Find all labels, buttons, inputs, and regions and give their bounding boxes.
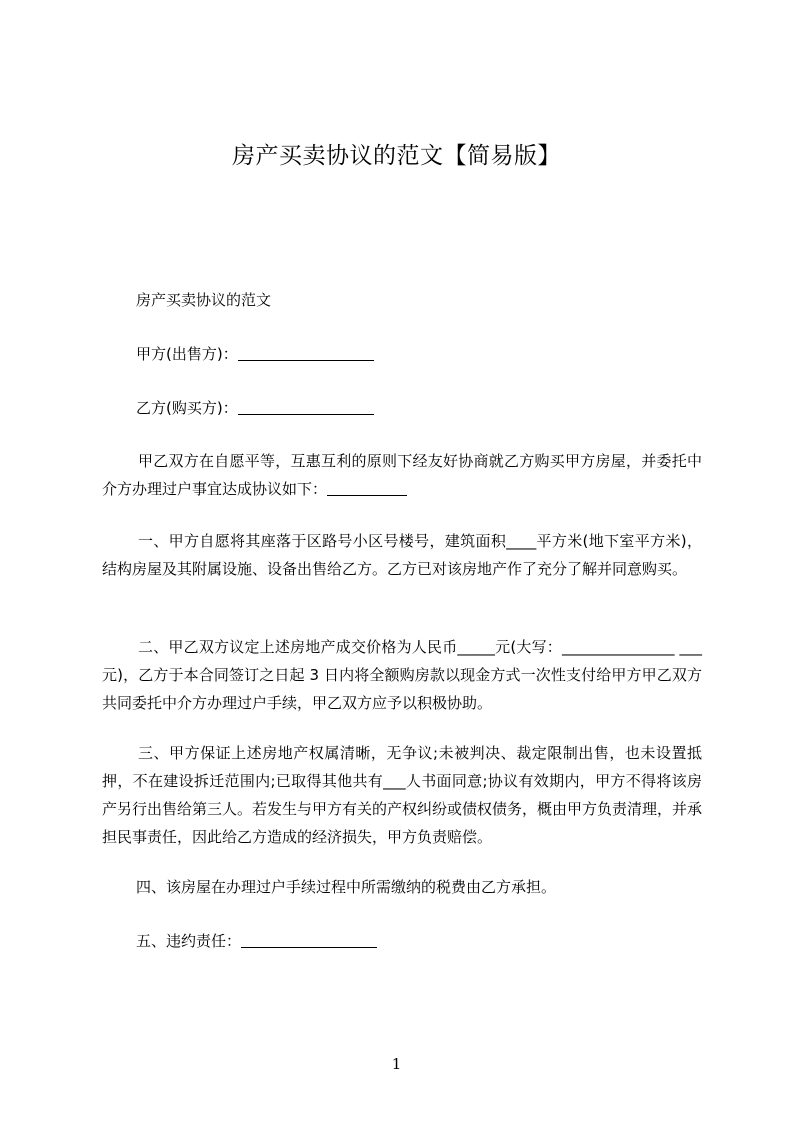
- document-title: 房产买卖协议的范文【简易版】: [232, 143, 561, 169]
- intro-paragraph: 甲乙双方在自愿平等，互惠互利的原则下经友好协商就乙方购买甲方房屋，并委托中介方办理过户事宜达成协议如下：: [102, 452, 702, 498]
- page-number: 1: [391, 1055, 402, 1073]
- party-a-blank: [238, 344, 374, 361]
- clause-3: 三、甲方保证上述房地产权属清晰，无争议;未被判决、裁定限制出售，也未设置抵押，不在建设拆迁范围内;已取得其他共有___人书面同意;协议有效期内，甲方不得将该房产另行出售给第三人。若发生与甲方有关的产权纠纷或债权债务，概由甲方负责清理，并承担民事责任，因此给乙方造成的经济损失，甲方负责赔偿。: [102, 744, 703, 846]
- party-b-line: 乙方(购买方)：: [102, 394, 702, 422]
- clause-4: 四、该房屋在办理过户手续过程中所需缴纳的税费由乙方承担。: [136, 878, 557, 896]
- party-b-blank: [238, 398, 374, 415]
- intro-blank: [327, 479, 407, 496]
- party-a-line: 甲方(出售方)：: [102, 340, 702, 368]
- clause-1: 一、甲方自愿将其座落于区路号小区号楼号，建筑面积____平方米(地下室平方米)，结构房屋及其附属设施、设备出售给乙方。乙方已对该房地产作了充分了解并同意购买。: [102, 532, 702, 578]
- document-heading: 房产买卖协议的范文: [136, 291, 272, 309]
- clause-5-blank: [241, 931, 377, 948]
- clause-2: 二、甲乙双方议定上述房地产成交价格为人民币_____元(大写：_______________ ___元)，乙方于本合同签订之日起 3 日内将全额购房款以现金方式一次性支付给甲方甲乙双方共同委托中介方办理过户手续，甲乙双方应予以积极协助。: [102, 638, 702, 712]
- clause-5-line: 五、违约责任：: [102, 927, 702, 955]
